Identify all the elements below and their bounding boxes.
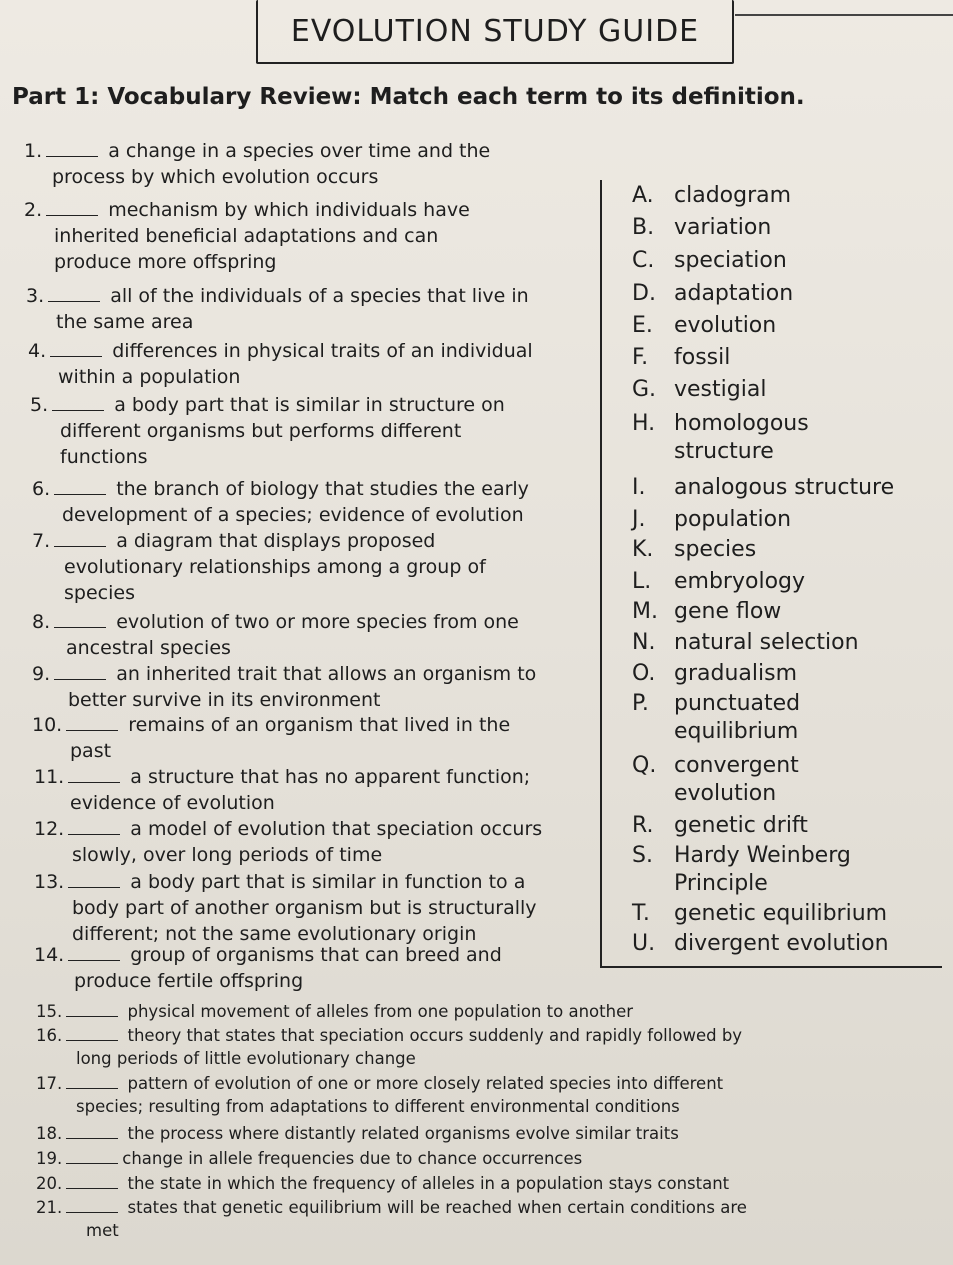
option-term: embryology (674, 569, 806, 594)
question-number: 6. (32, 478, 51, 500)
question-number: 13. (34, 871, 65, 893)
question-text: a structure that has no apparent function; (130, 766, 531, 788)
answer-blank[interactable] (66, 1002, 118, 1017)
question-text: ancestral species (66, 637, 231, 659)
question-text: a model of evolution that speciation occurs (130, 818, 543, 840)
question-text: differences in physical traits of an individual (112, 340, 533, 362)
title-box (256, 0, 734, 64)
option-term: genetic drift (674, 813, 808, 838)
question-text: produce more offspring (54, 251, 277, 273)
question-20 (36, 1172, 729, 1195)
question-text: states that genetic equilibrium will be reached when certain conditions are (127, 1198, 747, 1217)
question-text: the state in which the frequency of alleles in a population stays constant (127, 1174, 730, 1193)
question-text: species; resulting from adaptations to different environmental conditions (76, 1097, 680, 1116)
option-term: species (674, 537, 757, 562)
question-text: functions (60, 446, 148, 468)
option-term: genetic equilibrium (674, 901, 888, 926)
answer-blank[interactable] (66, 716, 118, 731)
question-text: theory that states that speciation occurs suddenly and rapidly followed by (127, 1026, 743, 1045)
answer-blank[interactable] (46, 142, 98, 157)
question-text: change in allele frequencies due to chance occurrences (122, 1149, 583, 1168)
option-term: punctuated (674, 691, 801, 716)
option-letter: Q. (632, 753, 657, 778)
question-number: 2. (24, 199, 43, 221)
option-b (632, 214, 771, 242)
question-text: different; not the same evolutionary origin (72, 923, 477, 945)
question-15 (36, 1000, 633, 1023)
part1-heading: Part 1: Vocabulary Review: Match each term to its definition. (12, 84, 805, 110)
option-letter: I. (632, 475, 646, 500)
question-text: the process where distantly related organisms evolve similar traits (127, 1124, 679, 1143)
option-letter: A. (632, 183, 654, 208)
question-text: evolution of two or more species from one (116, 611, 519, 633)
answer-blank[interactable] (48, 287, 100, 302)
question-text: remains of an organism that lived in the (128, 714, 511, 736)
option-h (632, 410, 809, 466)
question-number: 21. (36, 1198, 63, 1217)
question-text: a body part that is similar in structure on (114, 394, 505, 416)
option-r (632, 812, 808, 840)
page-title: EVOLUTION STUDY GUIDE (290, 13, 700, 49)
option-letter: K. (632, 537, 654, 562)
option-letter: P. (632, 691, 649, 716)
answer-blank[interactable] (52, 396, 104, 411)
option-letter: L. (632, 569, 652, 594)
option-letter: O. (632, 661, 656, 686)
option-term: cladogram (674, 183, 792, 208)
question-3 (26, 283, 529, 335)
question-text: a diagram that displays proposed (116, 530, 436, 552)
option-letter: B. (632, 215, 655, 240)
question-6 (32, 476, 529, 528)
question-text: the branch of biology that studies the early (116, 478, 529, 500)
question-text: pattern of evolution of one or more closely related species into different (127, 1074, 724, 1093)
question-text: different organisms but performs different (60, 420, 462, 442)
question-text: process by which evolution occurs (52, 166, 379, 188)
option-letter: J. (632, 507, 646, 532)
question-4 (28, 338, 533, 390)
question-text: development of a species; evidence of evolution (62, 504, 524, 526)
question-10 (32, 712, 510, 764)
option-term: gradualism (674, 661, 797, 686)
option-letter: R. (632, 813, 654, 838)
option-o (632, 660, 797, 688)
question-16 (36, 1024, 742, 1070)
question-1 (24, 138, 490, 190)
question-number: 1. (24, 140, 43, 162)
question-7 (32, 528, 486, 606)
question-14 (34, 942, 502, 994)
answer-blank[interactable] (66, 1074, 118, 1089)
answer-blank[interactable] (50, 342, 102, 357)
option-n (632, 629, 859, 657)
option-s (632, 842, 851, 898)
option-letter: D. (632, 281, 656, 306)
question-text: within a population (58, 366, 241, 388)
option-term-cont: equilibrium (674, 719, 799, 744)
option-letter: U. (632, 931, 656, 956)
question-text: long periods of little evolutionary change (76, 1049, 416, 1068)
question-number: 14. (34, 944, 65, 966)
question-text: species (64, 582, 135, 604)
question-text: mechanism by which individuals have (108, 199, 470, 221)
option-term-cont: Principle (674, 871, 768, 896)
option-term-cont: evolution (674, 781, 777, 806)
answer-blank[interactable] (54, 480, 106, 495)
question-text: group of organisms that can breed and (130, 944, 502, 966)
option-letter: S. (632, 843, 653, 868)
option-term: population (674, 507, 792, 532)
question-text: better survive in its environment (68, 689, 381, 711)
question-number: 20. (36, 1174, 63, 1193)
top-divider (735, 14, 953, 16)
question-9 (32, 661, 536, 713)
question-number: 10. (32, 714, 63, 736)
answer-blank[interactable] (46, 201, 98, 216)
option-f (632, 344, 730, 372)
option-t (632, 900, 887, 928)
question-17 (36, 1072, 723, 1118)
answer-blank[interactable] (68, 768, 120, 783)
question-number: 17. (36, 1074, 63, 1093)
option-letter: M. (632, 599, 658, 624)
question-text: the same area (56, 311, 194, 333)
option-l (632, 568, 805, 596)
option-term: divergent evolution (674, 931, 889, 956)
question-13 (34, 869, 537, 947)
option-term-cont: structure (674, 439, 774, 464)
option-term: adaptation (674, 281, 794, 306)
option-letter: N. (632, 630, 656, 655)
option-term: evolution (674, 313, 777, 338)
question-5 (30, 392, 505, 470)
question-number: 3. (26, 285, 45, 307)
answer-blank[interactable] (54, 665, 106, 680)
question-number: 4. (28, 340, 47, 362)
question-number: 5. (30, 394, 49, 416)
question-number: 16. (36, 1026, 63, 1045)
question-text: inherited beneficial adaptations and can (54, 225, 439, 247)
question-number: 7. (32, 530, 51, 552)
question-number: 11. (34, 766, 65, 788)
question-text: all of the individuals of a species that live in (110, 285, 529, 307)
option-k (632, 536, 756, 564)
question-text: a change in a species over time and the (108, 140, 491, 162)
answer-blank[interactable] (54, 532, 106, 547)
option-i (632, 474, 894, 502)
question-text: body part of another organism but is structurally (72, 897, 537, 919)
question-text: produce fertile offspring (74, 970, 304, 992)
answer-blank[interactable] (66, 1026, 118, 1041)
question-text: slowly, over long periods of time (72, 844, 383, 866)
option-g (632, 376, 766, 404)
question-number: 19. (36, 1149, 63, 1168)
answer-blank[interactable] (66, 1124, 118, 1139)
option-m (632, 598, 781, 626)
answer-blank[interactable] (66, 1174, 118, 1189)
option-term: fossil (674, 345, 731, 370)
question-19 (36, 1147, 582, 1170)
answer-blank[interactable] (68, 873, 120, 888)
question-text: evidence of evolution (70, 792, 275, 814)
answer-blank[interactable] (66, 1198, 118, 1213)
option-q (632, 752, 799, 808)
question-number: 15. (36, 1002, 63, 1021)
answer-blank[interactable] (68, 946, 120, 961)
option-c (632, 247, 787, 275)
option-term: speciation (674, 248, 787, 273)
question-text: met (86, 1221, 119, 1240)
question-11 (34, 764, 530, 816)
answer-blank[interactable] (66, 1149, 118, 1164)
option-term: convergent (674, 753, 799, 778)
option-e (632, 312, 776, 340)
question-21 (36, 1196, 747, 1242)
question-number: 12. (34, 818, 65, 840)
answer-blank[interactable] (54, 613, 106, 628)
question-text: evolutionary relationships among a group of (64, 556, 486, 578)
option-term: natural selection (674, 630, 859, 655)
option-p (632, 690, 800, 746)
question-12 (34, 816, 542, 868)
option-term: gene flow (674, 599, 782, 624)
option-letter: H. (632, 411, 656, 436)
answer-blank[interactable] (68, 820, 120, 835)
option-d (632, 280, 793, 308)
option-j (632, 506, 791, 534)
question-text: an inherited trait that allows an organism to (116, 663, 537, 685)
question-18 (36, 1122, 679, 1145)
option-term: Hardy Weinberg (674, 843, 851, 868)
question-8 (32, 609, 519, 661)
option-letter: G. (632, 377, 657, 402)
option-term: homologous (674, 411, 809, 436)
question-number: 9. (32, 663, 51, 685)
question-number: 8. (32, 611, 51, 633)
option-letter: E. (632, 313, 653, 338)
question-number: 18. (36, 1124, 63, 1143)
option-letter: T. (632, 901, 650, 926)
option-term: vestigial (674, 377, 767, 402)
question-text: a body part that is similar in function to a (130, 871, 526, 893)
option-letter: F. (632, 345, 649, 370)
question-text: physical movement of alleles from one population to another (127, 1002, 633, 1021)
option-u (632, 930, 889, 958)
option-letter: C. (632, 248, 655, 273)
option-term: analogous structure (674, 475, 895, 500)
question-text: past (70, 740, 112, 762)
question-2 (24, 197, 470, 275)
option-term: variation (674, 215, 772, 240)
option-a (632, 182, 791, 210)
